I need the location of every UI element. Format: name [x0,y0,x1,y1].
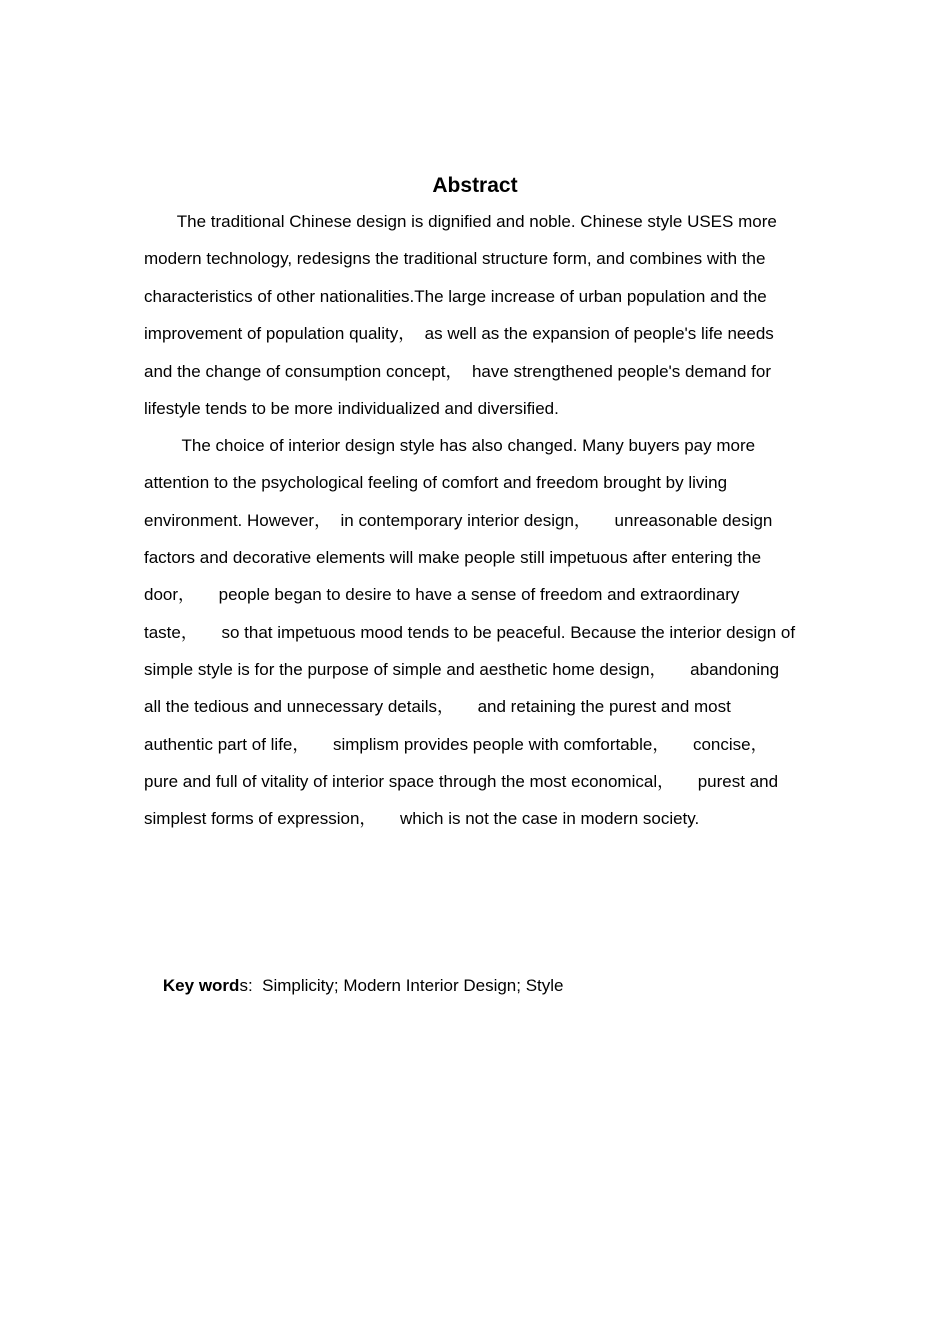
keywords-line [144,953,564,1019]
abstract-title: Abstract [432,174,518,197]
paragraph-2-line: environment. However， in contemporary interior design， unreasonable design [144,511,773,530]
keywords-value: Simplicity; Modern Interior Design; Style [252,976,564,995]
paragraph-2-line: taste， so that impetuous mood tends to be peaceful. Because the interior design of [144,623,796,642]
paragraph-2-line: simple style is for the purpose of simple and aesthetic home design， abandoning [144,660,780,679]
paragraph-2-line: factors and decorative elements will make people still impetuous after entering the [144,548,762,567]
paragraph-2-line: authentic part of life， simplism provides people with comfortable， concise， [144,735,768,754]
paragraph-2-line: The choice of interior design style has also changed. Many buyers pay more [144,436,756,455]
paragraph-1-line: lifestyle tends to be more individualized and diversified. [144,399,559,418]
paragraph-1-line: characteristics of other nationalities.The large increase of urban population and the [144,287,767,306]
paragraph-1-line: and the change of consumption concept， have strengthened people's demand for [144,362,772,381]
keywords-label: Key word [162,976,240,995]
paragraph-1-line: improvement of population quality， as well as the expansion of people's life needs [144,324,774,343]
paragraph-2-line: simplest forms of expression， which is not the case in modern society. [144,809,700,828]
keywords-label-suffix: s: [239,976,253,995]
paragraph-1-line: modern technology, redesigns the traditional structure form, and combines with the [144,249,766,268]
paragraph-1-line: The traditional Chinese design is dignified and noble. Chinese style USES more [144,212,777,231]
paragraph-2-line: door， people began to desire to have a sense of freedom and extraordinary [144,585,740,604]
paragraph-2-line: all the tedious and unnecessary details， and retaining the purest and most [144,697,731,716]
paragraph-2-line: attention to the psychological feeling of comfort and freedom brought by living [144,473,728,492]
paragraph-2-line: pure and full of vitality of interior space through the most economical， purest and [144,772,779,791]
